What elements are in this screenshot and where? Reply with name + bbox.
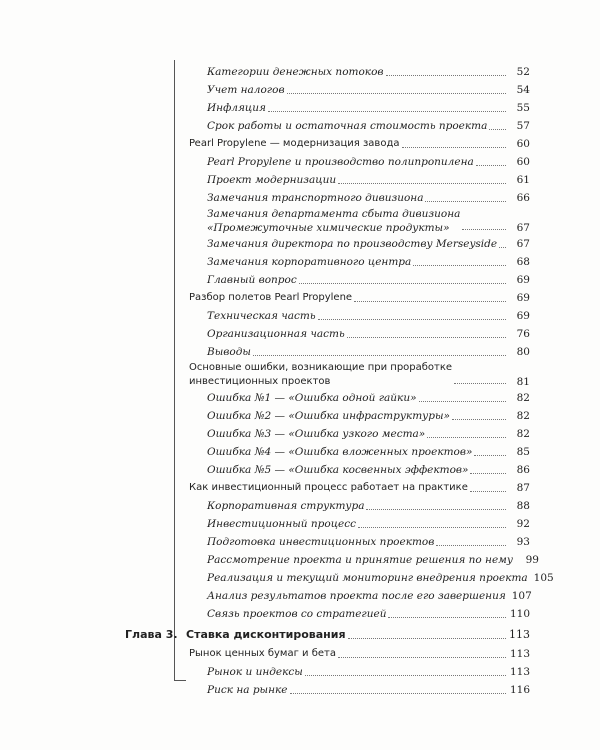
toc-subsection-entry [207,461,530,479]
toc-subsection-entry [207,533,530,551]
toc-section-entry [189,645,530,663]
entry-page-number: 82 [516,428,530,440]
toc-subsection-entry [207,587,530,605]
entry-page-number: 113 [509,648,530,660]
entry-title: Ошибка №1 — «Ошибка одной гайки» [207,392,417,404]
entry-page-number: 81 [516,376,530,388]
toc-subsection-entry [207,681,530,699]
entry-title-line-1: Замечания департамента сбыта дивизиона [207,208,461,220]
entry-title: Риск на рынке [207,684,288,696]
toc-subsection-entry [207,569,554,587]
entry-page-number: 105 [533,572,554,584]
dot-leader [419,400,506,402]
entry-title [207,207,460,235]
dot-leader [427,436,506,438]
entry-title: Проект модернизации [207,174,337,186]
entry-page-number: 54 [516,84,530,96]
entry-title: Инвестиционный процесс [207,518,356,530]
entry-title: Категории денежных потоков [207,66,384,78]
dot-leader [347,336,506,338]
entry-page-number: 57 [516,120,530,132]
entry-page-number: 107 [511,590,532,602]
entry-page-number: 76 [516,328,530,340]
entry-title: Выводы [207,346,251,358]
entry-page-number: 113 [509,666,530,678]
toc-subsection-entry [207,407,530,425]
entry-page-number: 116 [509,684,530,696]
dot-leader [436,544,506,546]
toc-subsection-entry [207,663,530,681]
entry-page-number: 110 [509,608,530,620]
entry-title: Ошибка №5 — «Ошибка косвенных эффектов» [207,464,469,476]
dot-leader [290,692,506,694]
entry-title: Срок работы и остаточная стоимость проекта [207,120,488,132]
entry-title: Техническая часть [207,310,316,322]
entry-title: Рассмотрение проекта и принятие решения по нему [207,554,513,566]
entry-title: Рынок и индексы [207,666,303,678]
entry-page-number: 93 [516,536,530,548]
toc-subsection-entry [207,171,530,189]
toc-section-entry [189,289,530,307]
toc-subsection-entry [207,207,530,235]
entry-title: Как инвестиционный процесс работает на практике [189,482,468,493]
entry-page-number: 85 [516,446,530,458]
dot-leader [425,200,506,202]
chapter-label: Глава 3. [125,628,178,641]
entry-page-number: 87 [516,482,530,494]
dot-leader [489,128,506,130]
toc-subsection-entry [207,81,530,99]
entry-page-number: 60 [516,156,530,168]
entry-title: Ошибка №4 — «Ошибка вложенных проектов» [207,446,473,458]
entry-title [189,361,452,389]
entry-page-number: 69 [516,292,530,304]
entry-page-number: 80 [516,346,530,358]
toc-subsection-entry [207,515,530,533]
entry-page-number: 61 [516,174,530,186]
entry-page-number: 55 [516,102,530,114]
dot-leader [338,182,506,184]
dot-leader [305,674,506,676]
toc-subsection-entry [207,153,530,171]
entry-title: Учет налогов [207,84,285,96]
toc-subsection-entry [207,235,530,253]
dot-leader [253,354,506,356]
toc-section-entry [189,361,530,389]
toc-subsection-entry [207,307,530,325]
dot-leader [413,264,506,266]
entry-page-number: 67 [516,238,530,250]
entry-title-line-2: инвестиционных проектов [189,376,331,387]
toc-list-chapter-3 [0,645,600,699]
entry-title-line-2: «Промежуточные химические продукты» [207,222,450,234]
entry-title: Реализация и текущий мониторинг внедрения проекта [207,572,528,584]
toc-subsection-entry [207,389,530,407]
dot-leader [366,508,506,510]
toc-section-entry [189,135,530,153]
toc-subsection-entry [207,605,530,623]
dot-leader [386,74,507,76]
toc-subsection-entry [207,253,530,271]
dot-leader [358,526,506,528]
entry-page-number: 69 [516,310,530,322]
dot-leader [354,300,506,302]
toc-subsection-entry [207,343,530,361]
chapter-page-number: 113 [509,628,530,641]
dot-leader [287,92,506,94]
dot-leader [470,490,506,492]
entry-page-number: 82 [516,410,530,422]
entry-title: Pearl Propylene и производство полипропилена [207,156,474,168]
entry-title: Главный вопрос [207,274,297,286]
dot-leader [452,418,506,420]
entry-page-number: 52 [516,66,530,78]
entry-title: Ошибка №2 — «Ошибка инфраструктуры» [207,410,450,422]
toc-section-entry [189,479,530,497]
entry-title: Инфляция [207,102,266,114]
entry-page-number: 92 [516,518,530,530]
entry-title: Замечания корпоративного центра [207,256,412,268]
toc-subsection-entry [207,99,530,117]
toc-list [0,63,600,623]
dot-leader [402,146,507,148]
toc-subsection-entry [207,325,530,343]
toc-subsection-entry [207,63,530,81]
dot-leader [338,656,506,658]
toc-subsection-entry [207,443,530,461]
entry-title: Замечания транспортного дивизиона [207,192,424,204]
dot-leader [348,638,506,639]
dot-leader [474,454,506,456]
entry-title: Корпоративная структура [207,500,365,512]
entry-title: Ошибка №3 — «Ошибка узкого места» [207,428,426,440]
entry-title: Разбор полетов Pearl Propylene [189,292,353,303]
chapter-title: Ставка дисконтирования [186,628,346,641]
entry-title: Замечания директора по производству Merseyside [207,238,498,250]
entry-title: Связь проектов со стратегией [207,608,387,620]
chapter-heading [125,626,530,644]
entry-page-number: 66 [516,192,530,204]
toc-subsection-entry [207,497,530,515]
dot-leader [454,382,506,384]
entry-title: Анализ результатов проекта после его завершения [207,590,506,602]
dot-leader [388,616,506,618]
entry-page-number: 69 [516,274,530,286]
toc-subsection-entry [207,425,530,443]
dot-leader [476,164,506,166]
entry-title: Организационная часть [207,328,345,340]
entry-page-number: 68 [516,256,530,268]
entry-title-line-1: Основные ошибки, возникающие при проработке [189,362,453,373]
entry-page-number: 67 [516,222,530,234]
entry-title: Pearl Propylene — модернизация завода [189,138,400,149]
entry-title: Рынок ценных бумаг и бета [189,648,336,659]
entry-page-number: 86 [516,464,530,476]
dot-leader [462,228,506,230]
entry-page-number: 60 [516,138,530,150]
entry-page-number: 82 [516,392,530,404]
dot-leader [268,110,506,112]
dot-leader [470,472,506,474]
dot-leader [318,318,506,320]
entry-page-number: 88 [516,500,530,512]
entry-title: Подготовка инвестиционных проектов [207,536,435,548]
entry-page-number: 99 [525,554,539,566]
dot-leader [499,246,506,248]
toc-subsection-entry [207,189,530,207]
toc-subsection-entry [207,271,530,289]
toc-subsection-entry [207,117,530,135]
toc-subsection-entry [207,551,539,569]
dot-leader [299,282,506,284]
